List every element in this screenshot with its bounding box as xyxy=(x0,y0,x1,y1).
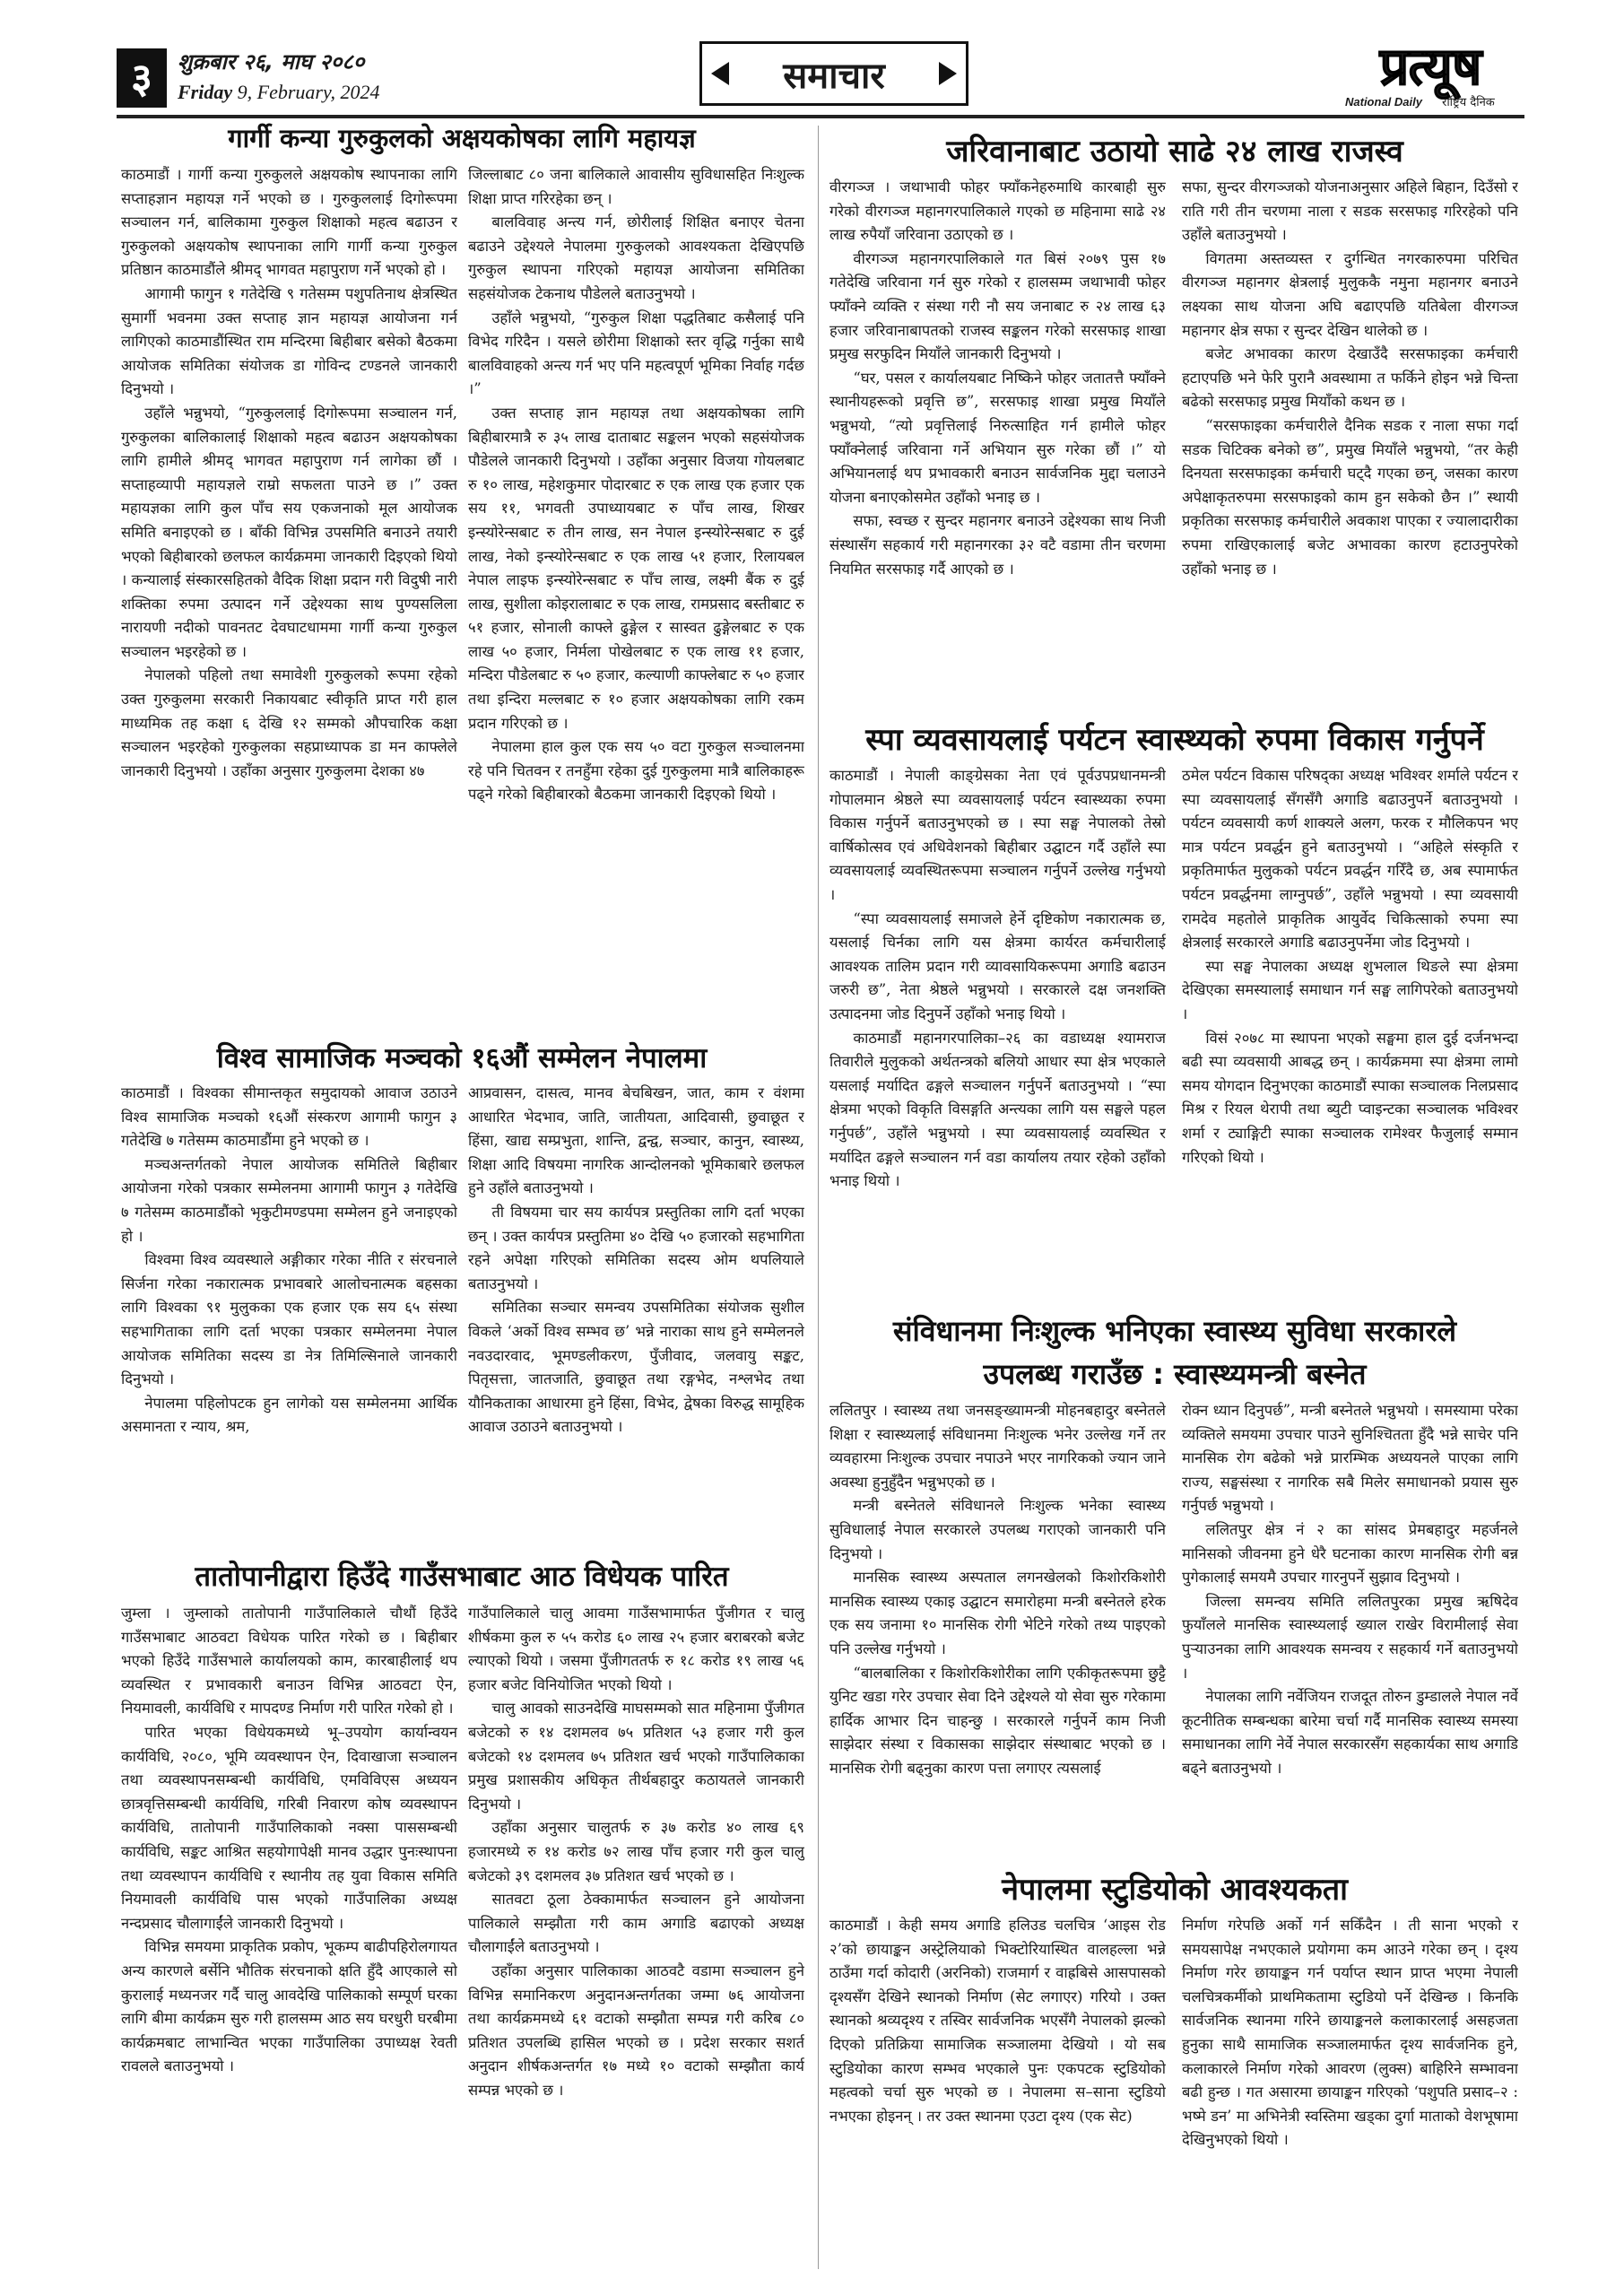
paragraph: स्पा सङ्घ नेपालका अध्यक्ष शुभलाल थिङले स्पा क्षेत्रमा देखिएका समस्यालाई समाधान गर्न सङ्घ लागिपरेको बताउनुभयो । xyxy=(1182,957,1518,1022)
paragraph: समितिका सञ्चार समन्वय उपसमितिका संयोजक सुशील विकले ‘अर्को विश्व सम्भव छ’ भन्ने नाराका साथ हुने सम्मेलनले नवउदारवाद, भूमण्डलीकरण, पुँजीवाद, जलवायु सङ्कट, पितृसत्ता, जातजाति, छुवाछूत तथा रङ्गभेद, नश्लभेद तथा यौनिकताका आधारमा हुने हिंसा, विभेद, द्वेषका विरुद्ध सामूहिक आवाज उठाउने बताउनुभयो । xyxy=(468,1299,804,1436)
paragraph: मानसिक स्वास्थ्य अस्पताल लगनखेलको किशोरकिशोरी मानसिक स्वास्थ्य एकाइ उद्घाटन समारोहमा मन्त्री बस्नेतले हरेक एक सय जनामा १० मानसिक रोगी भेटिने गरेको तथ्य पाइएको पनि उल्लेख गर्नुभयो । xyxy=(829,1569,1166,1657)
headline-jaribana: जरिवानाबाट उठायो साढे २४ लाख राजस्व xyxy=(946,134,1403,170)
masthead-logo xyxy=(1336,36,1524,111)
paragraph: नेपालमा हाल कुल एक सय ५० वटा गुरुकुल सञ्चालनमा रहे पनि चितवन र तनहुँमा रहेका दुई गुरुकुलमा मात्रै बालिकाहरू पढ्ने गरेको बिहीबारको बैठकमा जानकारी दिइएको थियो । xyxy=(468,738,804,804)
date-english-rest: 9, February, 2024 xyxy=(237,81,380,103)
headline-gargi: गार्गी कन्या गुरुकुलको अक्षयकोषका लागि महायज्ञ xyxy=(228,123,696,153)
headline-tatopani: तातोपानीद्वारा हिउँदे गाउँसभाबाट आठ विधेयक पारित xyxy=(195,1561,729,1593)
headline-spa: स्पा व्यवसायलाई पर्यटन स्वास्थ्यको रुपमा विकास गर्नुपर्ने xyxy=(865,722,1484,758)
page-number-box: ३ xyxy=(117,48,167,108)
column-divider xyxy=(818,126,819,2269)
paragraph: निर्माण गरेपछि अर्को गर्न सकिँदैन । ती साना भएको र समयसापेक्ष नभएकाले प्रयोगमा कम आउने गरेका छन् । दृश्य निर्माण गरेर छायाङ्कन गर्न पर्याप्त स्थान प्राप्त भएमा नेपाली चलचित्रकर्मीको प्राथमिकतामा स्टुडियो पर्ने देखिन्छ । किनकि सार्वजनिक स्थानमा गरिने छायाङ्कनले कलाकारलाई असहजता हुनुका साथै सामाजिक सञ्जालमार्फत दृश्य सार्वजनिक हुने, कलाकारले निर्माण गरेको आवरण (लुक्स) बाहिरिने सम्भावना बढी हुन्छ । गत असारमा छायाङ्कन गरिएको ‘पशुपति प्रसाद–२ : भष्मे डन’ मा अभिनेत्री स्वस्तिमा खड्का दुर्गा माताको वेशभूषामा देखिनुभएको थियो । xyxy=(1182,1917,1518,2149)
paragraph: काठमाडौं । केही समय अगाडि हलिउड चलचित्र ‘आइस रोड २’को छायाङ्कन अस्ट्रेलियाको भिक्टोरियास्थित वालहल्ला भन्ने ठाउँमा गर्दा कोदारी (अरनिको) राजमार्ग र वाह्रबिसे आसपासको दृश्यसँग देखिने स्थानको निर्माण (सेट लगाएर) गरियो । उक्त स्थानको श्रव्यदृश्य र तस्विर सार्वजनिक भएसँगै नेपालको झल्को दिएको प्रतिक्रिया सामाजिक सञ्जालमा देखियो । यो सब स्टुडियोका कारण सम्भव भएकाले पुनः एकपटक स्टुडियोको महत्वको चर्चा सुरु भएको छ । नेपालमा स–साना स्टुडियो नभएका होइनन् । तर उक्त स्थानमा एउटा दृश्य (एक सेट) xyxy=(829,1917,1166,2125)
paragraph: जुम्ला । जुम्लाको तातोपानी गाउँपालिकाले चौथौं हिउँदे गाउँसभाबाट आठवटा विधेयक पारित गरेको छ । बिहीबार भएको हिउँदे गाउँसभाले कार्यालयको काम, कारबाहीलाई थप व्यवस्थित र प्रभावकारी बनाउन विभिन्न आठवटा ऐन, नियमावली, कार्यविधि र मापदण्ड निर्माण गरी पारित गरेको हो । xyxy=(121,1605,457,1718)
paragraph: काठमाडौं । विश्वका सीमान्तकृत समुदायको आवाज उठाउने विश्व सामाजिक मञ्चको १६औं संस्करण आगामी फागुन ३ गतेदेखि ७ गतेसम्म काठमाडौंमा हुने भएको छ । xyxy=(121,1084,457,1150)
paragraph: विभिन्न समयमा प्राकृतिक प्रकोप, भूकम्प बाढीपहिरोलगायत अन्य कारणले बर्सेनि भौतिक संरचनाको क्षति हुँदै आएकाले सो कुरालाई मध्यनजर गर्दै चालु आवदेखि पालिकाको सम्पूर्ण घरका लागि बीमा कार्यक्रम सुरु गरी हालसम्म आठ सय घरधुरी घरबीमा कार्यक्रमबाट लाभान्वित भएका गाउँपालिका उपाध्यक्ष रेवती रावलले बताउनुभयो । xyxy=(121,1938,457,2075)
paragraph: काठमाडौं । नेपाली काङ्ग्रेसका नेता एवं पूर्वउपप्रधानमन्त्री गोपालमान श्रेष्ठले स्पा व्यवसायलाई पर्यटन स्वास्थ्यका रुपमा विकास गर्नुपर्ने बताउनुभएको छ । स्पा सङ्घ नेपालको तेस्रो वार्षिकोत्सव एवं अधिवेशनको बिहीबार उद्घाटन गर्दै उहाँले स्पा व्यवसायलाई व्यवस्थितरूपमा सञ्चालन गर्नुपर्ने उल्लेख गर्नुभयो । xyxy=(829,767,1166,903)
article-tatopani-col1 xyxy=(121,1602,457,2266)
date-english-day: Friday xyxy=(178,81,233,103)
article-spa-col2 xyxy=(1182,764,1518,1315)
paragraph: पारित भएका विधेयकमध्ये भू–उपयोग कार्यान्वयन कार्यविधि, २०८०, भूमि व्यवस्थापन ऐन, दिवाखाजा सञ्चालन तथा व्यवस्थापनसम्बन्धी कार्यविधि, एमविविएस अध्ययन छात्रवृत्तिसम्बन्धी कार्यविधि, गरिबी निवारण कोष व्यवस्थापन कार्यविधि, तातोपानी गाउँपालिकाको नक्सा पाससम्बन्धी कार्यविधि, सङ्कट आश्रित सहयोगापेक्षी मानव उद्धार पुनःस्थापना तथा व्यवस्थापन कार्यविधि र स्थानीय तह युवा विकास समिति नियमावली कार्यविधि पास भएको गाउँपालिका अध्यक्ष नन्दप्रसाद चौलागाईंले जानकारी दिनुभयो । xyxy=(121,1723,457,1932)
logo-sub-nepali: राष्ट्रिय दैनिक xyxy=(1442,96,1495,109)
masthead xyxy=(117,34,1524,113)
paragraph: जिल्लाबाट ८० जना बालिकाले आवासीय सुविधासहित निःशुल्क शिक्षा प्राप्त गरिरहेका छन् । xyxy=(468,166,804,207)
section-tab xyxy=(699,41,968,106)
paragraph: वीरगञ्ज । जथाभावी फोहर फ्याँकनेहरुमाथि कारबाही सुरु गरेको वीरगञ्ज महानगरपालिकाले गएको छ महिनामा साढे २४ लाख रुपैयाँ जरिवाना उठाएको छ । xyxy=(829,178,1166,244)
article-jaribana-col2 xyxy=(1182,176,1518,726)
paragraph: वीरगञ्ज महानगरपालिकाले गत बिसं २०७९ पुस १७ गतेदेखि जरिवाना गर्न सुरु गरेको र हालसम्म जथाभावी फोहर फ्याँक्ने व्यक्ति र संस्था गरी नौ सय जनाबाट रु २४ लाख ६३ हजार जरिवानाबापतको राजस्व सङ्कलन गरेको सरसफाइ शाखा प्रमुख सरफुदिन मियाँले जानकारी दिनुभयो । xyxy=(829,249,1166,363)
article-tatopani-col2 xyxy=(468,1602,804,2266)
paragraph: गाउँपालिकाले चालु आवमा गाउँसभामार्फत पुँजीगत र चालु शीर्षकमा कुल रु ५५ करोड ६० लाख २५ हजार बराबरको बजेट ल्याएको थियो । जसमा पुँजीगततर्फ रु १८ करोड १९ लाख ५६ हजार बजेट विनियोजित भएको थियो । xyxy=(468,1605,804,1693)
paragraph: नेपालको पहिलो तथा समावेशी गुरुकुलको रूपमा रहेको उक्त गुरुकुलमा सरकारी निकायबाट स्वीकृति प्राप्त गरी हाल माध्यमिक तह कक्षा ६ देखि १२ सम्मको औपचारिक कक्षा सञ्चालन भइरहेको गुरुकुलका सहप्राध्यापक डा मन काफ्लेले जानकारी दिनुभयो । उहाँका अनुसार गुरुकुलमा देशका ४७ xyxy=(121,666,457,779)
paragraph: “घर, पसल र कार्यालयबाट निष्किने फोहर जतातत्तै फ्याँक्ने स्थानीयहरूको प्रवृत्ति छ”, सरसफाइ शाखा प्रमुख मियाँले भन्नुभयो, “त्यो प्रवृत्तिलाई निरुत्साहित गर्न हामीले फोहर फ्याँक्नेलाई जरिवाना गर्ने अभियान सुरु गरेका छौं ।” यो अभियानलाई थप प्रभावकारी बनाउन सार्वजनिक मुद्दा चलाउने योजना बनाएकोसमेत उहाँको भनाइ छ । xyxy=(829,369,1166,506)
paragraph: नेपालका लागि नर्वेजियन राजदूत तोरुन डुम्डालले नेपाल नर्वे कूटनीतिक सम्बन्धका बारेमा चर्चा गर्दै मानसिक स्वास्थ्य समस्या समाधानका लागि नेर्वे नेपाल सरकारसँग सहकार्यका साथ अगाडि बढ्ने बताउनुभयो । xyxy=(1182,1688,1518,1777)
article-gargi-col1 xyxy=(121,163,457,1060)
paragraph: विगतमा अस्तव्यस्त र दुर्गन्धित नगरकारुपमा परिचित वीरगञ्ज महानगर क्षेत्रलाई मुलुककै नमुना महानगर बनाउने लक्ष्यका साथ योजना अघि बढाएपछि यतिबेला वीरगञ्ज महानगर क्षेत्र सफा र सुन्दर देखिन थालेको छ । xyxy=(1182,249,1518,339)
section-title: समाचार xyxy=(783,55,885,97)
paragraph: बालविवाह अन्त्य गर्न, छोरीलाई शिक्षित बनाएर चेतना बढाउने उद्देश्यले नेपालमा गुरुकुलको आवश्यकता देखिएपछि गुरुकुल स्थापना गरिएको महायज्ञ आयोजना समितिका सहसंयोजक टेकनाथ पौडेलले बताउनुभयो । xyxy=(468,213,804,302)
paragraph: चालु आवको साउनदेखि माघसम्मको सात महिनामा पुँजीगत बजेटको रु १४ दशमलव ७५ प्रतिशत ५३ हजार गरी कुल बजेटको १४ दशमलव ७५ प्रतिशत खर्च भएको गाउँपालिकाका प्रमुख प्रशासकीय अधिकृत तीर्थबहादुर कठायतले जानकारी दिनुभयो । xyxy=(468,1700,804,1813)
paragraph: आगामी फागुन १ गतेदेखि ९ गतेसम्म पशुपतिनाथ क्षेत्रस्थित सुमार्गी भवनमा उक्त सप्ताह ज्ञान महायज्ञ आयोजना गर्न लागिएको काठमाडौंस्थित राम मन्दिरमा बिहीबार बसेको बैठकमा आयोजक समितिका संयोजक डा गोविन्द टण्डनले जानकारी दिनुभयो । xyxy=(121,284,457,398)
paragraph: उहाँका अनुसार चालुतर्फ रु ३७ करोड ४० लाख ६९ हजारमध्ये रु १४ करोड ७२ लाख पाँच हजार गरी कुल चालु बजेटको ३९ दशमलव ३७ प्रतिशत खर्च भएको छ । xyxy=(468,1819,804,1884)
paragraph: विसं २०७८ मा स्थापना भएको सङ्घमा हाल दुई दर्जनभन्दा बढी स्पा व्यवसायी आबद्ध छन् । कार्यक्रममा स्पा क्षेत्रमा लामो समय योगदान दिनुभएका काठमाडौं स्पाका सञ्चालक निलप्रसाद मिश्र र रियल थेरापी तथा ब्युटी प्वाइन्टका सञ्चालक भविश्वर शर्मा र ट्याङ्गिटी स्पाका सञ्चालक रामेश्वर फैजुलाई सम्मान गरिएको थियो । xyxy=(1182,1029,1518,1166)
paragraph: काठमाडौं । गार्गी कन्या गुरुकुलले अक्षयकोष स्थापनाका लागि सप्ताहज्ञान महायज्ञ गर्ने भएको छ । गुरुकुललाई दिगोरूपमा सञ्चालन गर्न, बालिकामा गुरुकुल शिक्षाको महत्व बढाउन र गुरुकुलको अक्षयकोष स्थापनाका लागि गार्गी कन्या गुरुकुल प्रतिष्ठान काठमाडौंले श्रीमद् भागवत महापुराण गर्ने भएको हो । xyxy=(121,166,457,279)
article-jaribana-col1 xyxy=(829,176,1166,726)
paragraph: काठमाडौं महानगरपालिका–२६ का वडाध्यक्ष श्यामराज तिवारीले मुलुकको अर्थतन्त्रको बलियो आधार स्पा क्षेत्र भएकाले यसलाई मर्यादित ढङ्गले सञ्चालन गर्नुपर्ने बताउनुभयो । “स्पा क्षेत्रमा भएको विकृति विसङ्गति अन्त्यका लागि यस सङ्घले पहल गर्नुपर्छ”, उहाँले भन्नुभयो । स्पा व्यवसायलाई व्यवस्थित र मर्यादित ढङ्गले सञ्चालन गर्न वडा कार्यालय तयार रहेको उहाँको भनाइ थियो । xyxy=(829,1029,1166,1190)
paragraph: सातवटा ठूला ठेक्कामार्फत सञ्चालन हुने आयोजना पालिकाले सम्झौता गरी काम अगाडि बढाएको अध्यक्ष चौलागाईंले बताउनुभयो । xyxy=(468,1891,804,1956)
logo-sub-english: National Daily xyxy=(1345,95,1422,109)
logo-wordmark: प्रत्यूष xyxy=(1379,36,1481,97)
article-studio-col2 xyxy=(1182,1914,1518,2273)
date-nepali: शुक्रबार २६, माघ २०८० xyxy=(178,49,365,74)
masthead-underline xyxy=(117,115,1524,118)
article-sambidhan-col1 xyxy=(829,1399,1166,1878)
paragraph: नेपालमा पहिलोपटक हुन लागेको यस सम्मेलनमा आर्थिक असमानता र न्याय, श्रम, xyxy=(121,1394,457,1436)
paragraph: सफा, सुन्दर वीरगञ्जको योजनाअनुसार अहिले बिहान, दिउँसो र राति गरी तीन चरणमा नाला र सडक सरसफाइ गरिरहेको पनि उहाँले बताउनुभयो । xyxy=(1182,178,1518,244)
headline-samajik: विश्व सामाजिक मञ्चको १६औं सम्मेलन नेपालमा xyxy=(216,1042,708,1074)
article-gargi-col2 xyxy=(468,163,804,1060)
paragraph: उहाँले भन्नुभयो, “गुरुकुल शिक्षा पद्धतिबाट कसैलाई पनि विभेद गरिदैन । यसले छोरीमा शिक्षाको स्तर वृद्धि गर्नुका साथै बालविवाहको अन्त्य गर्न भए पनि महत्वपूर्ण भूमिका निर्वाह गर्दछ ।” xyxy=(468,309,804,398)
paragraph: विश्वमा विश्व व्यवस्थाले अङ्गीकार गरेका नीति र संरचनाले सिर्जना गरेका नकारात्मक प्रभावबारे आलोचनात्मक बहसका लागि विश्वका ९१ मुलुकका एक हजार एक सय ६५ संस्था सहभागिताका लागि दर्ता भएका पत्रकार सम्मेलनमा नेपाल आयोजक समितिका सदस्य डा नेत्र तिमिल्सिनाले जानकारी दिनुभयो । xyxy=(121,1251,457,1388)
paragraph: मञ्चअन्तर्गतको नेपाल आयोजक समितिले बिहीबार आयोजना गरेको पत्रकार सम्मेलनमा आगामी फागुन ३ गतेदेखि ७ गतेसम्म काठमाडौंको भृकुटीमण्डपमा सम्मेलन हुने जनाइएको हो । xyxy=(121,1155,457,1245)
headline-sambidhan-line1: संविधानमा निःशुल्क भनिएका स्वास्थ्य सुविधा सरकारले xyxy=(892,1314,1457,1348)
paragraph: रोक्न ध्यान दिनुपर्छ”, मन्त्री बस्नेतले भन्नुभयो । समस्यामा परेका व्यक्तिले समयमा उपचार पाउने सुनिश्चितता हुँदै भन्ने साचेर पनि मानसिक रोग बढेको भन्ने प्रारम्भिक अध्ययनले पाएका लागि राज्य, सङ्घसंस्था र नागरिक सबै मिलेर समाधानको प्रयास सुरु गर्नुपर्छ भन्नुभयो । xyxy=(1182,1402,1518,1515)
left-arrow-icon xyxy=(711,62,729,85)
article-sambidhan-col2 xyxy=(1182,1399,1518,1878)
paragraph: ललितपुर क्षेत्र नं २ का सांसद प्रेमबहादुर महर्जनले मानिसको जीवनमा हुने धेरै घटनाका कारण मानसिक रोगी बन्न पुगेकालाई समयमै उपचार गारनुपर्ने सुझाव दिनुभयो । xyxy=(1182,1520,1518,1587)
article-studio-col1 xyxy=(829,1914,1166,2273)
article-samajik-col2 xyxy=(468,1082,804,1544)
paragraph: आप्रवासन, दासत्व, मानव बेचबिखन, जात, काम र वंशमा आधारित भेदभाव, जाति, जातीयता, आदिवासी, छुवाछूत र हिंसा, खाद्य सम्प्रभुता, शान्ति, द्वन्द्व, सञ्चार, कानुन, स्वास्थ्य, शिक्षा आदि विषयमा नागरिक आन्दोलनको भूमिकाबारे छलफल हुने उहाँले बताउनुभयो । xyxy=(468,1084,804,1197)
paragraph: “बालबालिका र किशोरकिशोरीका लागि एकीकृतरूपमा छुट्टै युनिट खडा गरेर उपचार सेवा दिने उद्देश्यले यो सेवा सुरु गरेकामा हार्दिक आभार दिन चाहन्छु । सरकारले गर्नुपर्ने काम निजी साझेदार संस्था र विकासका साझेदार संस्थाबाट भएको छ । मानसिक रोगी बढ्नुका कारण पत्ता लगाएर त्यसलाई xyxy=(829,1664,1166,1777)
right-arrow-icon xyxy=(939,62,957,85)
headline-studio: नेपालमा स्टुडियोको आवश्यकता xyxy=(1002,1872,1348,1908)
headline-sambidhan-line2: उपलब्ध गराउँछ : स्वास्थ्यमन्त्री बस्नेत xyxy=(983,1357,1367,1391)
paragraph: ठमेल पर्यटन विकास परिषद्का अध्यक्ष भविश्वर शर्माले पर्यटन र स्पा व्यवसायलाई सँगसँगै अगाडि बढाउनुपर्ने बताउनुभयो । पर्यटन व्यवसायी कर्ण शाक्यले अलग, फरक र मौलिकपन भए मात्र पर्यटन प्रवर्द्धन हुने बताउनुभयो । “अहिले संस्कृति र प्रकृतिमार्फत मुलुकको पर्यटन प्रवर्द्धन गरिँदै छ, अब स्पामार्फत पर्यटन प्रवर्द्धनमा लाग्नुपर्छ”, उहाँले भन्नुभयो । स्पा व्यवसायी रामदेव महतोले प्राकृतिक आयुर्वेद चिकित्साको रुपमा स्पा क्षेत्रलाई सरकारले अगाडि बढाउनुपर्नेमा जोड दिनुभयो । xyxy=(1182,767,1518,952)
paragraph: ललितपुर । स्वास्थ्य तथा जनसङ्ख्यामन्त्री मोहनबहादुर बस्नेतले शिक्षा र स्वास्थ्यलाई संविधानमा निःशुल्क भनेर उल्लेख गर्ने तर व्यवहारमा निःशुल्क उपचार नपाउने भएर नागरिकको ज्यान जाने अवस्था हुनुहुँदैन भन्नुभएको छ । xyxy=(829,1402,1166,1491)
paragraph: “स्पा व्यवसायलाई समाजले हेर्ने दृष्टिकोण नकारात्मक छ, यसलाई चिर्नका लागि यस क्षेत्रमा कार्यरत कर्मचारीलाई आवश्यक तालिम प्रदान गरी व्यावसायिकरूपमा अगाडि बढाउन जरुरी छ”, नेता श्रेष्ठले भन्नुभयो । सरकारले दक्ष जनशक्ति उत्पादनमा जोड दिनुपर्ने उहाँको भनाइ थियो । xyxy=(829,909,1166,1022)
paragraph: ती विषयमा चार सय कार्यपत्र प्रस्तुतिका लागि दर्ता भएका छन् । उक्त कार्यपत्र प्रस्तुतिमा ४० देखि ५० हजारको सहभागिता रहने अपेक्षा गरिएको समितिका सदस्य ओम थपलियाले बताउनुभयो । xyxy=(468,1203,804,1292)
paragraph: “सरसफाइका कर्मचारीले दैनिक सडक र नाला सफा गर्दा सडक चिटिक्क बनेको छ”, प्रमुख मियाँले भन्नुभयो, “तर केही दिनयता सरसफाइका कर्मचारी घट्दै गएका छन्, जसका कारण अपेक्षाकृतरुपमा सरसफाइको काम हुन सकेको छैन ।” स्थायी प्रकृतिका सरसफाइ कर्मचारीले अवकाश पाएका र ज्यालादारीका रुपमा राखिएकालाई बजेट अभावका कारण हटाउनुपरेको उहाँको भनाइ छ । xyxy=(1182,416,1518,578)
paragraph: बजेट अभावका कारण देखाउँदै सरसफाइका कर्मचारी हटाएपछि भने फेरि पुरानै अवस्थामा त फर्किने होइन भन्ने चिन्ता बढेको सरसफाइ प्रमुख मियाँको कथन छ । xyxy=(1182,345,1518,411)
paragraph: उहाँले भन्नुभयो, “गुरुकुललाई दिगोरूपमा सञ्चालन गर्न, गुरुकुलका बालिकालाई शिक्षाको महत्व बढाउन अक्षयकोषका लागि हामीले श्रीमद् भागवत महापुराण गर्न लागेका छौं । सप्ताहव्यापी महायज्ञले राम्रो सफलता पाउने छ ।” उक्त महायज्ञका लागि कुल पाँच सय एकजनाको मूल आयोजक समिति बनाइएको छ । बाँकी विभिन्न उपसमिति बनाउने तयारी भएको बिहीबारको छलफल कार्यक्रममा जानकारी दिइएको थियो । कन्यालाई संस्कारसहितको वैदिक शिक्षा प्रदान गरी विदुषी नारी शक्तिका रुपमा उत्पादन गर्ने उद्देश्यका साथ पुण्यसलिला नारायणी नदीको पावनतट देवघाटधाममा गार्गी कन्या गुरुकुल सञ्चालन भइरहेको छ । xyxy=(121,404,457,660)
paragraph: मन्त्री बस्नेतले संविधानले निःशुल्क भनेका स्वास्थ्य सुविधालाई नेपाल सरकारले उपलब्ध गराएको जानकारी पनि दिनुभयो । xyxy=(829,1497,1166,1562)
paragraph: सफा, स्वच्छ र सुन्दर महानगर बनाउने उद्देश्यका साथ निजी संस्थासँग सहकार्य गरी महानगरका ३२ वटै वडामा तीन चरणमा नियमित सरसफाइ गर्दै आएको छ । xyxy=(829,512,1166,578)
paragraph: जिल्ला समन्वय समिति ललितपुरका प्रमुख ऋषिदेव फुयाँलले मानसिक स्वास्थ्यलाई ख्याल राखेर विरामीलाई सेवा पुऱ्याउनका लागि आवश्यक समन्वय र सहकार्य गर्ने बताउनुभयो । xyxy=(1182,1592,1518,1682)
paragraph: उक्त सप्ताह ज्ञान महायज्ञ तथा अक्षयकोषका लागि बिहीबारमात्रै रु ३५ लाख दाताबाट सङ्कलन भएको सहसंयोजक पौडेलले जानकारी दिनुभयो । उहाँका अनुसार विजया गोयलबाट रु १० लाख, महेशकुमार पोदारबाट रु एक लाख एक हजार एक सय ११, भगवती उपाध्यायबाट रु पाँच लाख, शिखर इन्स्योरेन्सबाट रु तीन लाख, सन नेपाल इन्स्योरेन्सबाट रु दुई लाख, नेको इन्स्योरेन्सबाट रु एक लाख ५१ हजार, रिलायबल नेपाल लाइफ इन्स्योरेन्सबाट रु पाँच लाख, लक्ष्मी बैंक रु दुई लाख, सुशीला कोइरालाबाट रु एक लाख, रामप्रसाद बस्तीबाट रु ५१ हजार, सोनाली काफ्ले ढुङ्गेल र सास्वत ढुङ्गेलबाट रु एक लाख ५० हजार, निर्मला पोखेलबाट रु एक लाख ११ हजार, मन्दिरा पौडेलबाट रु ५० हजार, कल्याणी काफ्लेबाट रु ५० हजार तथा इन्दिरा मल्लबाट रु १० हजार अक्षयकोषका लागि रकम प्रदान गरिएको छ । xyxy=(468,404,804,732)
paragraph: उहाँका अनुसार पालिकाका आठवटै वडामा सञ्चालन हुने विभिन्न समानिकरण अनुदानअन्तर्गतका जम्मा ७६ आयोजना तथा कार्यक्रममध्ये ६१ वटाको सम्झौता सम्पन्न गरी करिब ८० प्रतिशत उपलब्धि हासिल भएको छ । प्रदेश सरकार सशर्त अनुदान शीर्षकअन्तर्गत १७ मध्ये १० वटाको सम्झौता कार्य सम्पन्न भएको छ । xyxy=(468,1961,804,2099)
date-english xyxy=(178,81,380,104)
article-spa-col1 xyxy=(829,764,1166,1315)
article-samajik-col1 xyxy=(121,1082,457,1544)
